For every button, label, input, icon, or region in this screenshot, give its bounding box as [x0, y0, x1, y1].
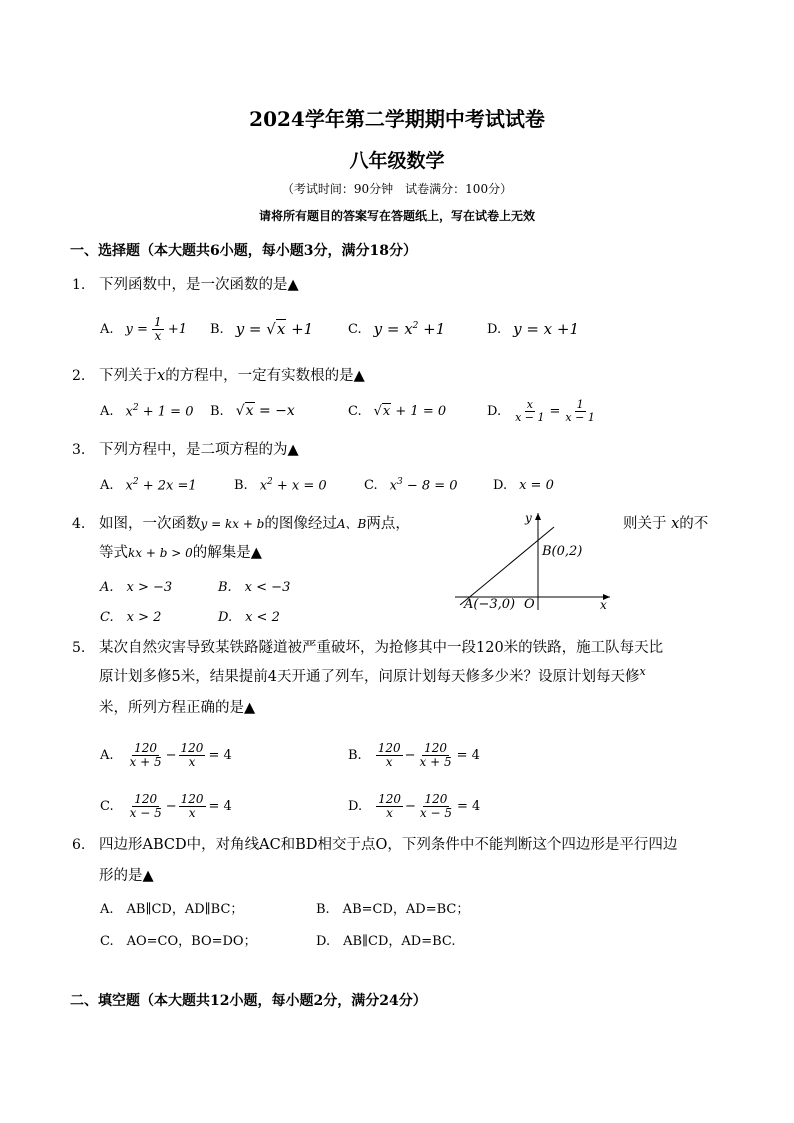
question-6-number: 6. [72, 837, 86, 853]
question-1-text: 下列函数中，是一次函数的是▲ [99, 277, 299, 293]
option-label: A. [100, 477, 114, 493]
option-label: B. [234, 477, 248, 493]
question-3-option-a: A. $x^2 + 2x =1$ [100, 476, 197, 494]
question-5-line-1: 某次自然灾害导致某铁路隧道被严重破坏，为抢修其中一段120米的铁路，施工队每天比 [99, 640, 664, 656]
question-2-text: 下列关于x的方程中，一定有实数根的是▲ [99, 368, 365, 384]
option-label: D. [348, 798, 363, 814]
question-3-option-c: C. $x^3 - 8 = 0$ [364, 476, 458, 494]
question-6-line-2: 形的是▲ [99, 868, 154, 884]
question-4-option-c: C. x > 2 [100, 610, 162, 625]
question-2-option-b: B. √x = −x [210, 403, 295, 419]
y-axis-arrow-icon [535, 513, 541, 520]
question-6-option-b: B. AB=CD，AD=BC； [316, 902, 470, 917]
y-axis-label: y [525, 511, 532, 525]
question-5-option-a: A. $\frac{120}{x + 5}$ − $\frac{120}{x}$ = 4 [100, 740, 232, 769]
question-5-number: 5. [72, 640, 86, 656]
option-label: A. [100, 403, 114, 419]
question-4-line-1-right: 则关于 x的不 [623, 516, 709, 532]
question-4-option-a: A. x > −3 [100, 580, 173, 595]
x-axis-label: x [600, 598, 607, 612]
question-4-option-d: D. x < 2 [218, 610, 280, 625]
question-3-number: 3. [72, 442, 86, 458]
question-1-option-d: D. y = x +1 [487, 320, 580, 338]
question-3-text: 下列方程中，是二项方程的为▲ [99, 442, 299, 458]
question-3-option-b: B. $x^2 + x = 0$ [234, 476, 327, 494]
question-1-number: 1. [72, 277, 86, 293]
question-5-option-b: B. $\frac{120}{x}$ − $\frac{120}{x + 5}$ = 4 [348, 740, 480, 769]
question-2-option-c: C. √x + 1 = 0 [348, 403, 447, 419]
question-6-option-a: A. AB∥CD，AD∥BC； [100, 902, 244, 917]
option-label: C. [364, 477, 378, 493]
question-2-option-d: D. $\frac{x}{x - 1}$ = $\frac{1}{x - 1}$ [487, 397, 595, 424]
question-5-option-c: C. $\frac{120}{x - 5}$ − $\frac{120}{x}$ = 4 [100, 791, 232, 820]
question-4-line-1: 如图，一次函数y = kx + b的图像经过A、B两点， [99, 516, 410, 532]
question-6-line-1: 四边形ABCD中，对角线AC和BD相交于点O，下列条件中不能判断这个四边形是平行四边 [99, 837, 678, 853]
option-label: C. [100, 798, 114, 814]
point-b-label: B(0,2) [542, 544, 583, 559]
option-label: B. [210, 321, 224, 337]
question-5-line-3: 米，所列方程正确的是▲ [99, 700, 256, 716]
option-label: D. [493, 477, 508, 493]
question-4-graph [450, 505, 620, 615]
question-5-line-2: 原计划多修5米，结果提前4天开通了列车，问原计划每天修多少米？设原计划每天修$^x$ [99, 665, 646, 685]
option-label: D. [487, 321, 502, 337]
exam-notice: 请将所有题目的答案写在答题纸上，写在试卷上无效 [258, 209, 535, 223]
exam-info: （考试时间：90分钟 试卷满分：100分） [281, 182, 513, 196]
question-2-option-a: A. $x^2 + 1 = 0$ [100, 402, 194, 420]
question-2-number: 2. [72, 368, 86, 384]
option-label: B. [210, 403, 224, 419]
question-1-option-b: B. y = √x +1 [210, 320, 314, 338]
option-label: C. [348, 321, 362, 337]
option-label: D. [487, 403, 502, 419]
option-label: A. [100, 747, 114, 763]
option-label: C. [348, 403, 362, 419]
point-a-label: A(−3,0) [464, 597, 516, 612]
question-6-option-d: D. AB∥CD，AD=BC. [316, 934, 456, 949]
question-4-number: 4. [72, 516, 86, 532]
page-title: 2024学年第二学期期中考试试卷 [249, 107, 545, 131]
question-3-option-d: D. x = 0 [493, 477, 554, 493]
question-1-option-a: A. y = $\frac{1}{x}$ +1 [100, 314, 187, 343]
question-6-option-c: C. AO=CO，BO=DO； [100, 934, 257, 949]
section-2-title: 二、填空题（本大题共12小题，每小题2分，满分24分） [70, 993, 427, 1009]
subject-title: 八年级数学 [349, 150, 445, 172]
question-5-option-d: D. $\frac{120}{x}$ − $\frac{120}{x - 5}$ = 4 [348, 791, 481, 820]
question-1-option-c: C. $y = x^2 +1$ [348, 320, 446, 338]
section-1-title: 一、选择题（本大题共6小题，每小题3分，满分18分） [70, 243, 417, 259]
option-label: B. [348, 747, 362, 763]
option-label: A. [100, 321, 114, 337]
question-4-option-b: B. x < −3 [218, 580, 291, 595]
function-line [460, 527, 554, 605]
origin-label: O [524, 597, 535, 612]
question-4-line-2: 等式kx + b > 0的解集是▲ [99, 545, 262, 561]
